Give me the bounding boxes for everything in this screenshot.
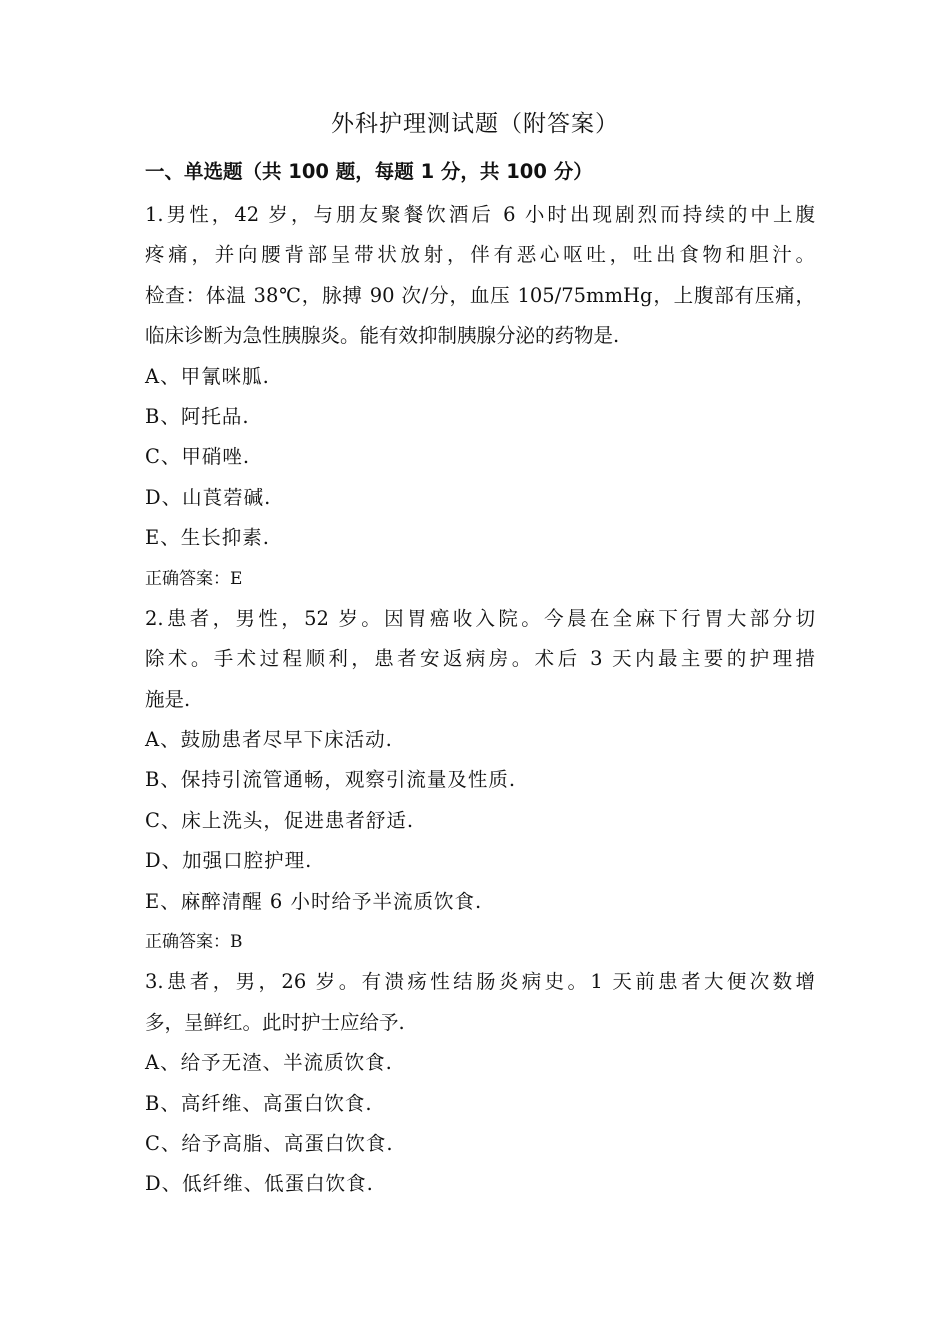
question-1 [145, 195, 815, 599]
option-a: A、鼓励患者尽早下床活动. [145, 728, 393, 752]
correct-answer: 正确答案：B [145, 932, 243, 953]
question-stem-line: 除术。手术过程顺利，患者安返病房。术后 3 天内最主要的护理措 [145, 647, 815, 671]
question-list [145, 195, 815, 1205]
option-d: D、加强口腔护理. [145, 849, 313, 873]
question-3 [145, 962, 815, 1204]
question-stem-line: 疼痛，并向腰背部呈带状放射，伴有恶心呕吐，吐出食物和胆汁。 [145, 243, 815, 267]
question-stem-line: 多，呈鲜红。此时护士应给予. [145, 1010, 405, 1034]
option-b: B、保持引流管通畅，观察引流量及性质. [145, 768, 517, 792]
option-c: C、给予高脂、高蛋白饮食. [145, 1131, 394, 1155]
document-title: 外科护理测试题（附答案） [331, 111, 619, 137]
question-stem-line: 施是. [145, 687, 191, 711]
question-stem-line: 3.患者，男，26 岁。有溃疡性结肠炎病史。1 天前患者大便次数增 [145, 970, 815, 994]
option-d: D、低纤维、低蛋白饮食. [145, 1172, 374, 1196]
question-stem-line: 检查：体温 38℃，脉搏 90 次/分，血压 105/75mmHg，上腹部有压痛， [145, 283, 815, 307]
section-heading: 一、单选题（共 100 题，每题 1 分，共 100 分） [145, 160, 593, 183]
question-stem-line: 临床诊断为急性胰腺炎。能有效抑制胰腺分泌的药物是. [145, 324, 620, 348]
option-b: B、阿托品. [145, 404, 250, 428]
option-a: A、甲氰咪胍. [145, 364, 270, 388]
option-e: E、生长抑素. [145, 526, 270, 550]
option-d: D、山莨菪碱. [145, 485, 272, 509]
question-2 [145, 599, 815, 963]
option-a: A、给予无渣、半流质饮食. [145, 1051, 393, 1075]
question-stem-line: 1.男性，42 岁，与朋友聚餐饮酒后 6 小时出现剧烈而持续的中上腹 [145, 203, 815, 226]
correct-answer: 正确答案：E [145, 568, 243, 589]
option-e: E、麻醉清醒 6 小时给予半流质饮食. [145, 889, 483, 913]
question-stem-line: 2.患者，男性，52 岁。因胃癌收入院。今晨在全麻下行胃大部分切 [145, 606, 815, 630]
option-b: B、高纤维、高蛋白饮食. [145, 1091, 373, 1115]
option-c: C、床上洗头，促进患者舒适. [145, 808, 415, 832]
option-c: C、甲硝唑. [145, 445, 251, 469]
